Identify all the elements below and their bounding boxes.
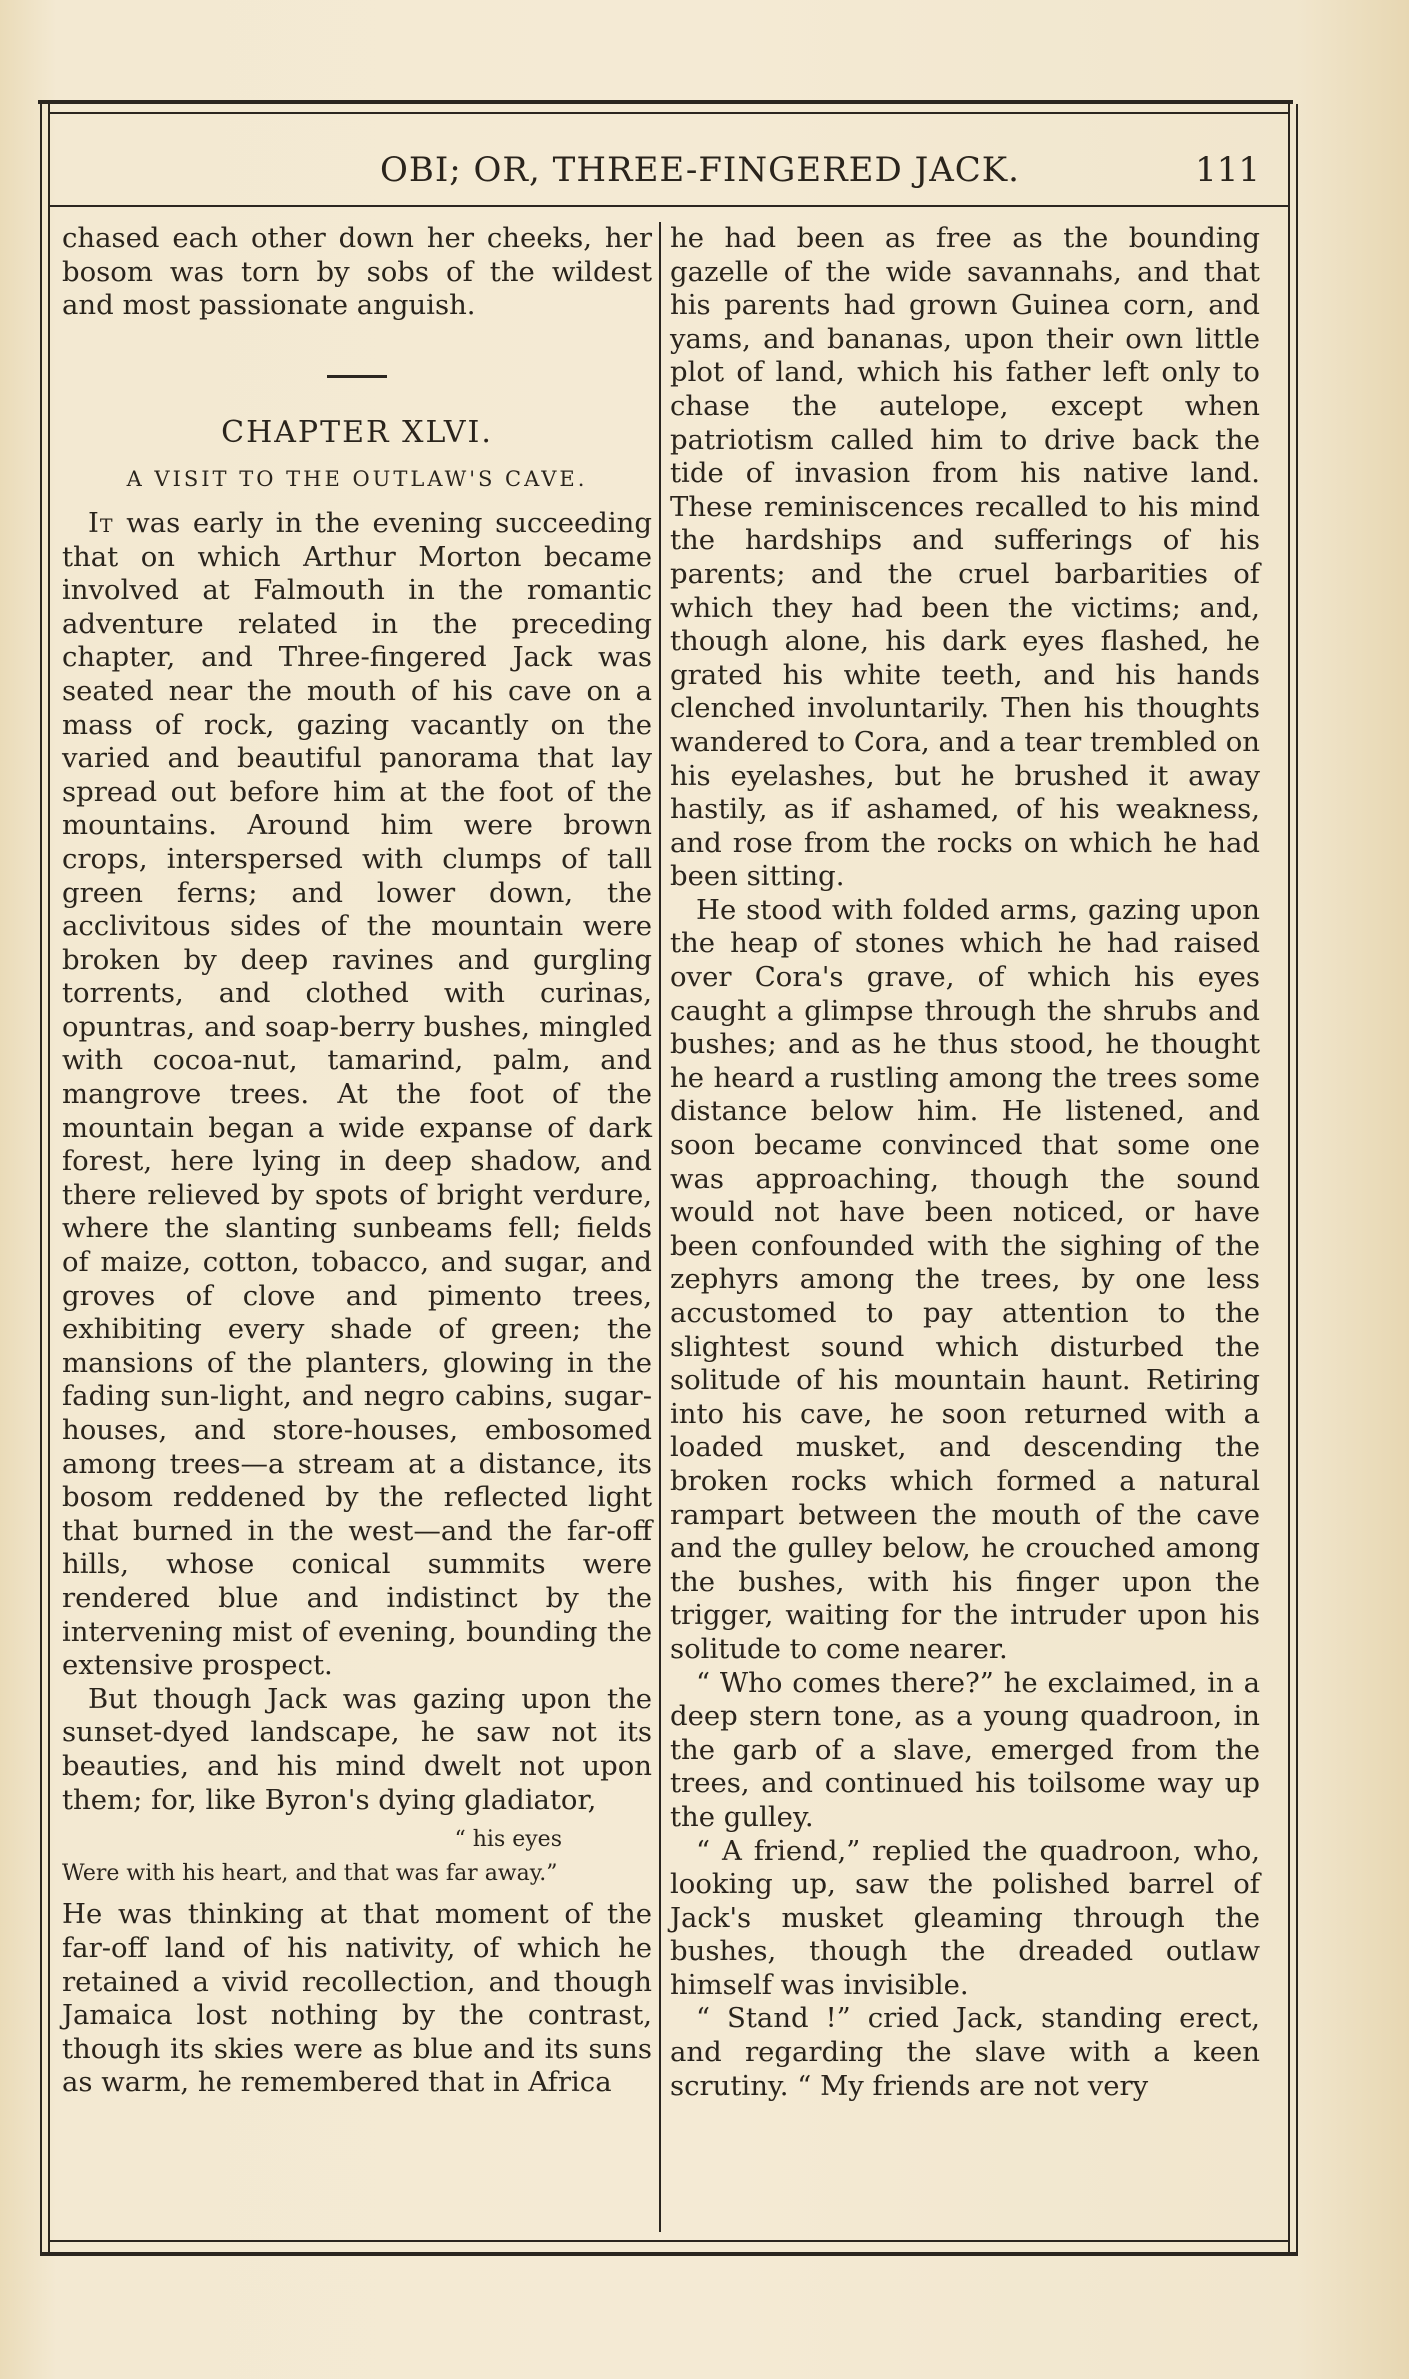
chapter-subtitle: A VISIT TO THE OUTLAW'S CAVE. (126, 467, 588, 492)
page-number: 111 (1195, 150, 1260, 190)
header-rule (50, 205, 1290, 207)
opening-paragraph (62, 507, 652, 1683)
opening-word: It (88, 506, 114, 539)
top-rule (38, 100, 1293, 104)
right-column (670, 222, 1260, 2103)
left-column (62, 222, 652, 2100)
running-title: OBI; OR, THREE-FINGERED JACK. (380, 150, 1020, 190)
top-rule-thin (50, 112, 1290, 114)
paragraph: He stood with folded arms, gazing upon the heap of stones which he had raised over Cora's grave, of which his eyes caught a glimpse through the shrubs and bushes; and as he thus stood, he thought he heard a rustling among the trees some distance below him. He listened, and soon became convinced that some one was approaching, though the sound would not have been noticed, or have been confounded with the sighing of the zephyrs among the trees, by one less accustomed to pay attention to the slightest sound which disturbed the solitude of his mountain haunt. Retiring into his cave, he soon returned with a loaded musket, and descending the broken rocks which formed a natural rampart between the mouth of the cave and the gulley below, he crouched among the bushes, with his finger upon the trigger, waiting for the intruder upon his solitude to come nearer. (670, 893, 1260, 1665)
paragraph: “ Who comes there?” he exclaimed, in a deep stern tone, as a young quadroon, in the garb of a slave, emerged from the trees, and continued his toilsome way up the gulley. (670, 1666, 1260, 1833)
column-divider (659, 222, 661, 2232)
paragraph: “ Stand !” cried Jack, standing erect, and regarding the slave with a keen scrutiny. “ My friends are not very (670, 2002, 1260, 2102)
verse-line: Were with his heart, and that was far away.” (62, 1860, 558, 1886)
left-frame-rule (48, 104, 50, 2254)
paragraph: he had been as free as the bounding gazelle of the wide savannahs, and that his parents had grown Guinea corn, and yams, and bananas, upon their own little plot of land, which his father left only to chase the autelope, except when patriotism called him to drive back the tide of invasion from his native land. These reminiscences recalled to his mind the hardships and sufferings of his parents; and the cruel barbarities of which they had been the victims; and, though alone, his dark eyes flashed, he grated his white teeth, and his hands clenched involuntarily. Then his thoughts wandered to Cora, and a tear trembled on his eyelashes, but he brushed it away hastily, as if ashamed, of his weakness, and rose from the rocks on which he had been sitting. (670, 222, 1260, 893)
left-frame-rule-outer (40, 104, 42, 2254)
running-header (50, 150, 1290, 198)
bottom-rule-thick (40, 2252, 1298, 2256)
right-frame-rule-outer (1296, 104, 1298, 2254)
bottom-rule (50, 2240, 1290, 2242)
paragraph: But though Jack was gazing upon the sunset-dyed landscape, he saw not its beauties, and his mind dwelt not upon them; for, like Byron's dying gladiator, (62, 1682, 652, 1816)
paragraph: He was thinking at that moment of the far-off land of his nativity, of which he retained a vivid recollection, and though Jamaica lost nothing by the contrast, though its skies were as blue and its suns as warm, he remembered that in Africa (62, 1898, 652, 2099)
verse-line: “ his eyes (454, 1827, 562, 1853)
continued-paragraph: chased each other down her cheeks, her bosom was torn by sobs of the wildest and most passionate anguish. (62, 222, 652, 322)
right-frame-rule (1288, 104, 1290, 2254)
chapter-title: CHAPTER XLVI. (221, 414, 493, 450)
opening-paragraph-text: was early in the evening succeeding that on which Arthur Morton became involved at Falmouth in the romantic adventure related in the preceding chapter, and Three-fingered Jack was seated near the mouth of his cave on a mass of rock, gazing vacantly on the varied and beautiful panorama that lay spread out before him at the foot of the mountains. Around him were brown crops, interspersed with clumps of tall green ferns; and lower down, the acclivitous sides of the mountain were broken by deep ravines and gurgling torrents, and clothed with curinas, opuntras, and soap-berry bushes, mingled with cocoa-nut, tamarind, palm, and mangrove trees. At the foot of the mountain began a wide expanse of dark forest, here lying in deep shadow, and there relieved by spots of bright verdure, where the slanting sunbeams fell; fields of maize, cotton, tobacco, and sugar, and groves of clove and pimento trees, exhibiting every shade of green; the mansions of the planters, glowing in the fading sun-light, and negro cabins, sugar-houses, and store-houses, embosomed among trees—a stream at a distance, its bosom reddened by the reflected light that burned in the west—and the far-off hills, whose conical summits were rendered blue and indistinct by the intervening mist of evening, bounding the extensive prospect. (62, 506, 652, 1682)
paragraph: “ A friend,” replied the quadroon, who, looking up, saw the polished barrel of Jack's musket gleaming through the bushes, though the dreaded outlaw himself was invisible. (670, 1834, 1260, 2001)
chapter-divider (327, 375, 387, 378)
